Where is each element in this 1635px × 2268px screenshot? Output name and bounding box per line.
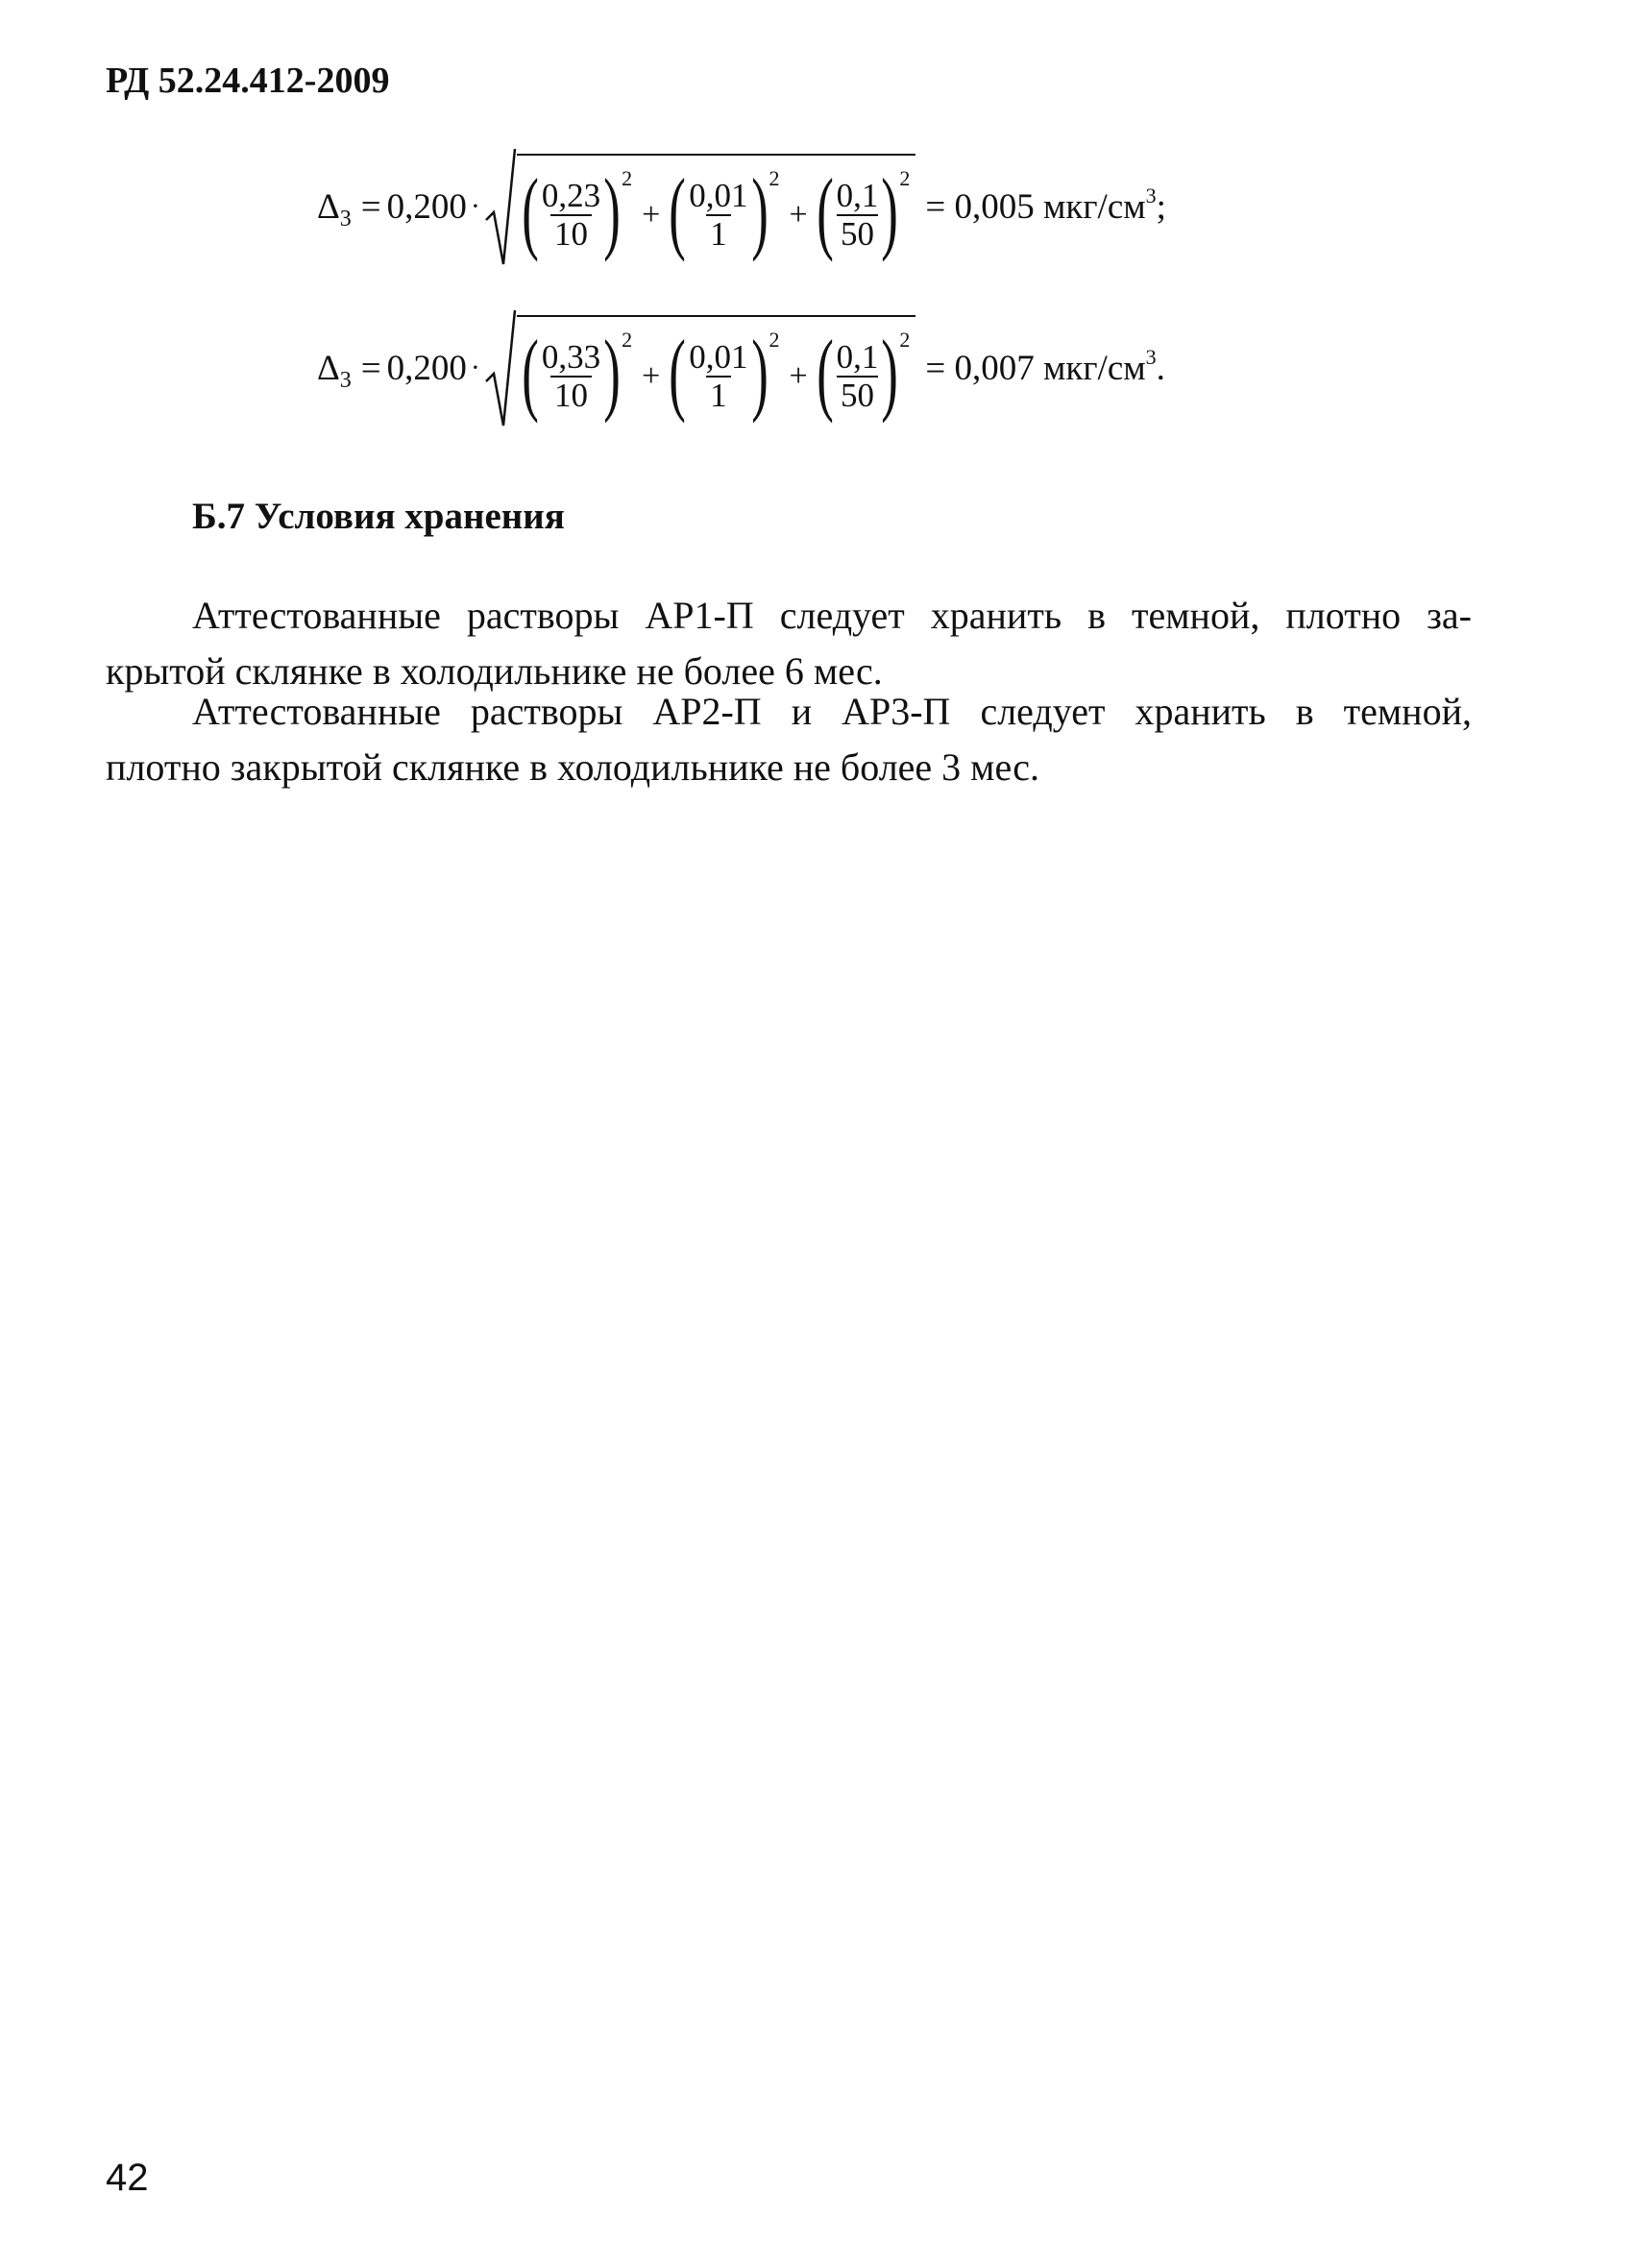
paragraph-storage-ar1 (106, 588, 1472, 699)
exponent: 2 (899, 328, 911, 352)
square-root (484, 144, 915, 269)
radical-sign-icon (484, 145, 517, 268)
paragraph-line: Аттестованные растворы АР2-П и АР3-П следует хранить в темной, (192, 690, 1472, 733)
squared-fraction-term: ( $\frac{0,1}{50}$ ) 2 (816, 321, 911, 424)
squared-fraction-term: ( $\frac{0,23}{10}$ ) 2 (522, 159, 633, 262)
fraction-denominator: 10 (550, 214, 592, 254)
squared-fraction-term: ( $\frac{0,33}{10}$ ) 2 (522, 321, 633, 424)
plus-sign: + (789, 358, 808, 394)
delta-subscript: 3 (339, 367, 352, 393)
fraction-denominator: 1 (706, 376, 731, 415)
exponent: 2 (769, 166, 780, 190)
document-code: РД 52.24.412-2009 (106, 61, 390, 101)
equals-sign: = (360, 348, 381, 388)
fraction-numerator: 0,1 (836, 176, 879, 214)
plus-sign: + (789, 197, 808, 232)
radicand (517, 154, 915, 269)
paragraph-line: крытой склянке в холодильнике не более 6 мес. (106, 649, 883, 693)
result-value: = 0,005 мкг/см (925, 186, 1146, 227)
formula-result (925, 344, 1165, 389)
radicand (517, 315, 915, 430)
exponent: 2 (769, 328, 780, 352)
fraction-numerator: 0,01 (689, 337, 748, 376)
fraction-numerator: 0,33 (541, 337, 601, 376)
fraction (538, 339, 604, 415)
formula-delta3-first (317, 144, 1166, 269)
plus-sign: + (642, 358, 661, 394)
delta-subscript: 3 (339, 206, 352, 232)
delta-symbol: Δ (317, 186, 340, 227)
formula-lhs (317, 348, 467, 393)
squared-fraction-term: ( $\frac{0,01}{1}$ ) 2 (669, 159, 780, 262)
coefficient: 0,200 (386, 186, 467, 227)
section-heading: Б.7 Условия хранения (192, 496, 565, 537)
radical-sign-icon (484, 306, 517, 429)
result-punctuation: . (1156, 348, 1165, 388)
fraction-denominator: 1 (706, 214, 731, 254)
paragraph-storage-ar2-ar3 (106, 684, 1472, 795)
equals-sign: = (360, 186, 381, 227)
exponent: 2 (622, 166, 633, 190)
exponent: 2 (899, 166, 911, 190)
fraction-numerator: 0,1 (836, 337, 879, 376)
multiply-dot: · (470, 352, 480, 383)
result-unit-exponent: 3 (1145, 344, 1157, 369)
fraction (833, 178, 883, 254)
fraction-denominator: 10 (550, 376, 592, 415)
result-unit-exponent: 3 (1145, 183, 1157, 207)
squared-fraction-term: ( $\frac{0,01}{1}$ ) 2 (669, 321, 780, 424)
fraction (685, 339, 751, 415)
result-punctuation: ; (1156, 186, 1166, 227)
fraction-denominator: 50 (837, 376, 878, 415)
page-number: 42 (106, 2157, 149, 2199)
fraction-denominator: 50 (837, 214, 878, 254)
fraction (685, 178, 751, 254)
paragraph-line: плотно закрытой склянке в холодильнике не более 3 мес. (106, 745, 1039, 789)
coefficient: 0,200 (386, 348, 467, 388)
formula-lhs (317, 186, 467, 232)
fraction (538, 178, 604, 254)
multiply-dot: · (470, 190, 480, 222)
formula-result (925, 183, 1166, 228)
result-value: = 0,007 мкг/см (925, 348, 1146, 388)
squared-fraction-term: ( $\frac{0,1}{50}$ ) 2 (816, 159, 911, 262)
paragraph-line: Аттестованные растворы АР1-П следует хранить в темной, плотно за- (192, 594, 1472, 637)
fraction-numerator: 0,01 (689, 176, 748, 214)
formula-delta3-second (317, 305, 1165, 430)
fraction-numerator: 0,23 (541, 176, 601, 214)
fraction (833, 339, 883, 415)
plus-sign: + (642, 197, 661, 232)
delta-symbol: Δ (317, 348, 340, 388)
exponent: 2 (622, 328, 633, 352)
square-root (484, 305, 915, 430)
